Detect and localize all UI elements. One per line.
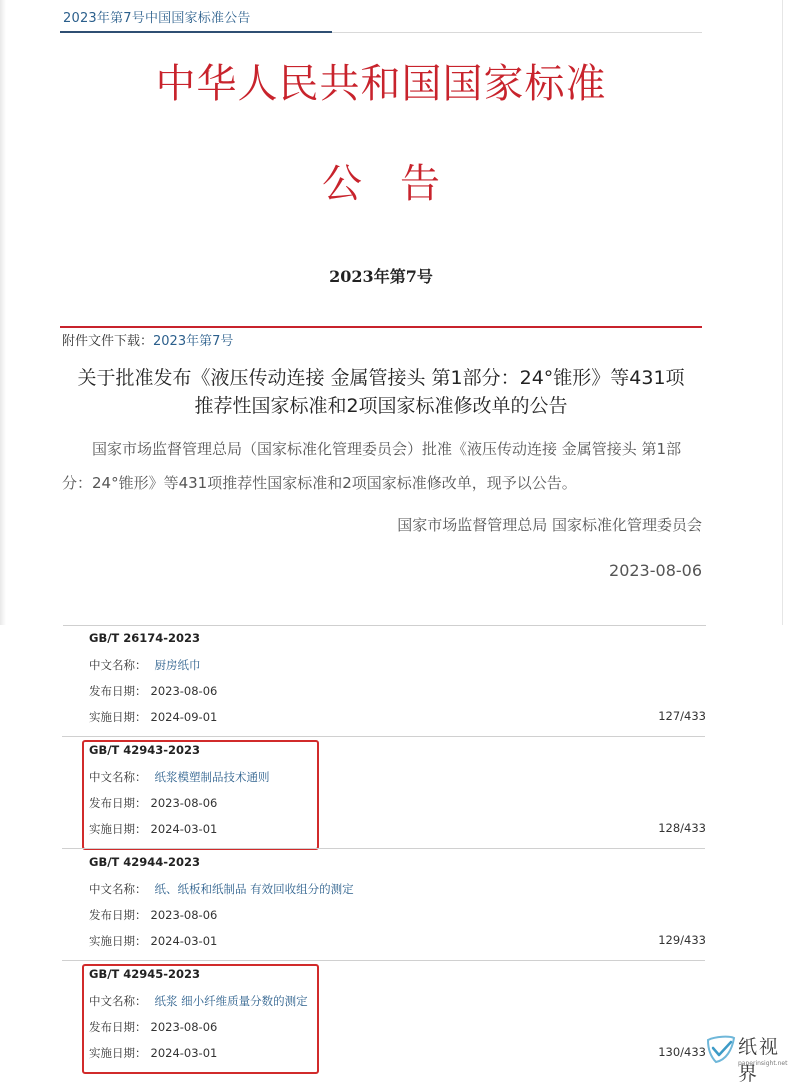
- implement-date: 2024-09-01: [150, 710, 218, 724]
- publish-date: 2023-08-06: [150, 684, 218, 698]
- standard-name-link[interactable]: 纸、纸板和纸制品 有效回收组分的测定: [154, 882, 354, 896]
- page-counter: 129/433: [658, 933, 706, 947]
- document-notice-title: 公告: [322, 161, 478, 207]
- implement-label: 实施日期：: [89, 1046, 147, 1060]
- name-label: 中文名称：: [89, 882, 147, 896]
- standard-code: GB/T 42944-2023: [89, 855, 201, 869]
- standard-item: [62, 737, 710, 849]
- page-edge-shadow: [0, 0, 6, 625]
- implement-date: 2024-03-01: [150, 822, 218, 836]
- page-counter: 128/433: [658, 821, 706, 835]
- name-label: 中文名称：: [89, 770, 147, 784]
- publish-date: 2023-08-06: [150, 1020, 218, 1034]
- announcement-body: 国家市场监督管理总局（国家标准化管理委员会）批准《液压传动连接 金属管接头 第1部分：24°锥形》等431项推荐性国家标准和2项国家标准修改单，现予以公告。: [62, 440, 682, 492]
- document-number: 2023年第7号: [329, 267, 433, 286]
- standard-name-row: [89, 993, 308, 1009]
- name-label: 中文名称：: [89, 658, 147, 672]
- standard-name-row: [89, 657, 201, 673]
- publish-date-row: [89, 907, 217, 923]
- implement-label: 实施日期：: [89, 822, 147, 836]
- publish-date-row: [89, 795, 217, 811]
- page-counter: 127/433: [658, 709, 706, 723]
- implement-date-row: [89, 1045, 217, 1061]
- standard-name-link[interactable]: 厨房纸巾: [154, 658, 201, 672]
- watermark-logo: [702, 1028, 800, 1085]
- standard-name-row: [89, 769, 270, 785]
- attachment-link[interactable]: 2023年第7号: [153, 334, 234, 349]
- publish-date-row: [89, 683, 217, 699]
- standard-code: GB/T 26174-2023: [89, 631, 201, 645]
- announcement-title: [60, 364, 702, 420]
- announcement-title-line1: 关于批准发布《液压传动连接 金属管接头 第1部分：24°锥形》等431项: [77, 367, 685, 389]
- standard-name-link[interactable]: 纸浆 细小纤维质量分数的测定: [154, 994, 308, 1008]
- implement-date-row: [89, 709, 217, 725]
- standard-item: [62, 625, 710, 737]
- leaf-check-icon: [704, 1032, 738, 1066]
- implement-date: 2024-03-01: [150, 934, 218, 948]
- implement-label: 实施日期：: [89, 710, 147, 724]
- publish-date: 2023-08-06: [150, 796, 218, 810]
- name-label: 中文名称：: [89, 994, 147, 1008]
- publish-date: 2023-08-06: [150, 908, 218, 922]
- announcement-date: 2023-08-06: [609, 561, 702, 580]
- attachment-label: 附件文件下载：: [62, 334, 154, 349]
- standard-item: [62, 849, 710, 961]
- standard-name-link[interactable]: 纸浆模塑制品技术通则: [154, 770, 270, 784]
- standard-code: GB/T 42943-2023: [89, 743, 201, 757]
- implement-date-row: [89, 933, 217, 949]
- announcement-signer: 国家市场监督管理总局 国家标准化管理委员会: [397, 516, 702, 534]
- announcement-title-line2: 推荐性国家标准和2项国家标准修改单的公告: [194, 395, 568, 417]
- publish-label: 发布日期：: [89, 1020, 147, 1034]
- standard-list: [0, 625, 800, 1072]
- implement-date-row: [89, 821, 217, 837]
- standard-code: GB/T 42945-2023: [89, 967, 201, 981]
- page-counter: 130/433: [658, 1045, 706, 1059]
- implement-label: 实施日期：: [89, 934, 147, 948]
- attachment-download: [62, 330, 233, 349]
- standard-item: [62, 961, 710, 1073]
- breadcrumb-underline: [60, 31, 332, 33]
- page-right-border: [782, 0, 783, 625]
- publish-label: 发布日期：: [89, 908, 147, 922]
- breadcrumb-divider: [332, 32, 702, 33]
- publish-label: 发布日期：: [89, 684, 147, 698]
- breadcrumb[interactable]: 2023年第7号中国国家标准公告: [63, 11, 251, 26]
- red-divider: [60, 326, 702, 328]
- standard-name-row: [89, 881, 354, 897]
- document-heading: 中华人民共和国国家标准: [155, 61, 607, 107]
- publish-date-row: [89, 1019, 217, 1035]
- publish-label: 发布日期：: [89, 796, 147, 810]
- implement-date: 2024-03-01: [150, 1046, 218, 1060]
- watermark-name: 纸视界: [738, 1036, 781, 1085]
- watermark-url: paperinsight.net: [738, 1060, 788, 1067]
